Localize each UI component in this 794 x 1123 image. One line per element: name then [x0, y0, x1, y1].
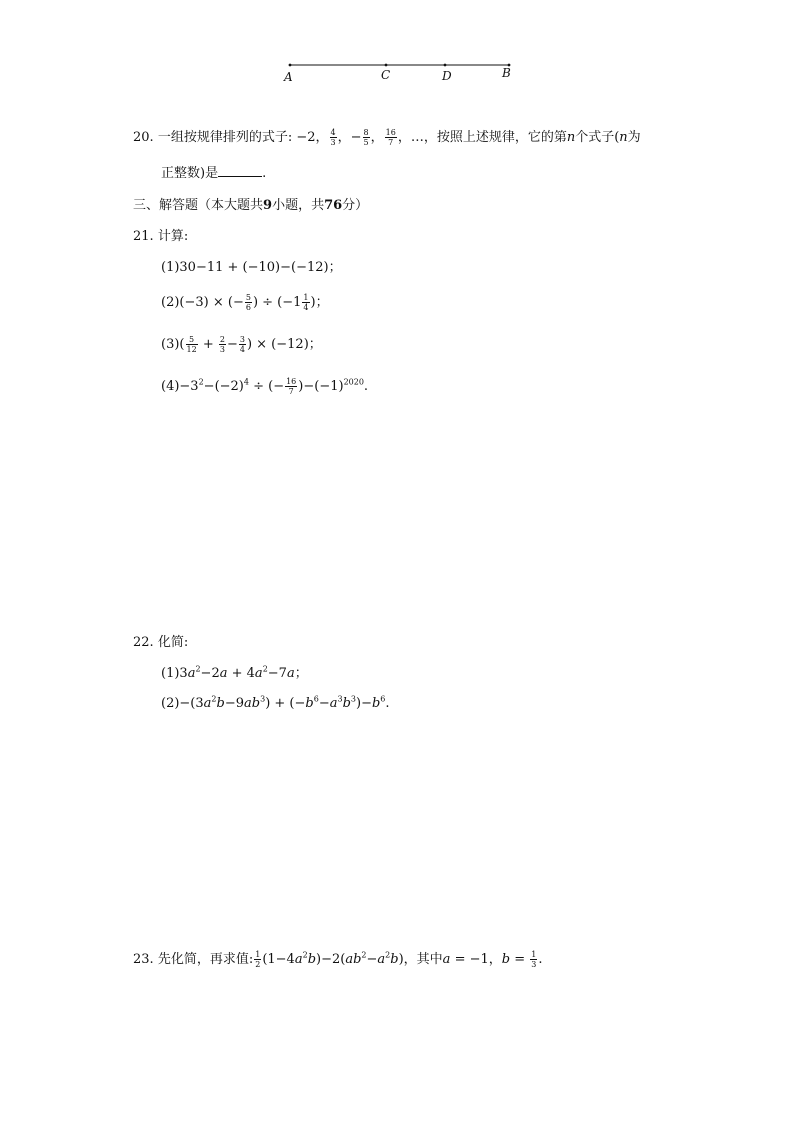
period: .: [363, 379, 369, 394]
point-c-dot: [385, 64, 388, 67]
section-text: 分）: [342, 198, 369, 213]
question-text: 正整数)是: [161, 166, 219, 181]
expression: )−: [356, 696, 372, 711]
fraction: $\frac{3}{4}$: [239, 335, 245, 354]
question-21-part2: [161, 292, 329, 314]
question-text: )，其中: [398, 952, 443, 967]
point-label-b: B: [502, 66, 511, 80]
separator: ，−: [337, 130, 362, 145]
exponent: 2: [195, 664, 201, 674]
question-21-title: [133, 227, 188, 247]
question-text: 个式子(: [575, 130, 620, 145]
expression: −7: [267, 666, 287, 681]
fraction: $\frac{2}{3}$: [219, 335, 225, 354]
variable: n: [619, 130, 628, 145]
section-score: 76: [324, 198, 343, 213]
question-text: 化简:: [157, 635, 189, 650]
expression: −2: [200, 666, 220, 681]
fraction: $\frac{16}{7}$: [385, 128, 396, 147]
question-23: [133, 949, 543, 971]
period: .: [538, 952, 543, 967]
fraction: $\frac{16}{7}$: [286, 377, 297, 396]
variable: b: [342, 696, 351, 711]
separator: ，: [370, 130, 384, 145]
variable: a: [294, 952, 303, 967]
punctuation: ；: [294, 666, 308, 681]
point-label-d: D: [442, 69, 452, 83]
exponent: 3: [260, 694, 266, 704]
period: .: [385, 696, 390, 711]
expression: ) + (−: [265, 696, 306, 711]
exponent: 2020: [343, 377, 364, 387]
variable: a: [286, 666, 295, 681]
exponent: 3: [337, 694, 343, 704]
expression: (1)30−11 + (−10)−(−12)；: [161, 260, 342, 275]
variable: a: [254, 666, 263, 681]
question-22-title: [133, 633, 188, 653]
variable: b: [501, 952, 511, 967]
exponent: 2: [302, 950, 308, 960]
expression: (1−4: [262, 952, 295, 967]
question-text: 为: [627, 130, 641, 145]
expression: ) × (−12)；: [246, 337, 322, 352]
variable: n: [566, 130, 576, 145]
question-21-part1: [161, 258, 342, 278]
variable: b: [305, 696, 314, 711]
exponent: 4: [243, 377, 249, 387]
question-22-part1: [161, 664, 308, 684]
expression: + 4: [227, 666, 255, 681]
exponent: 3: [350, 694, 356, 704]
question-20-line1: [133, 127, 641, 149]
section-text: 小题，共: [272, 198, 325, 213]
operator: −: [226, 337, 238, 352]
line-segment-figure: [280, 58, 520, 88]
fraction: $\frac{5}{12}$: [186, 335, 197, 354]
section-count: 9: [263, 198, 273, 213]
variable: ab: [244, 696, 261, 711]
operator: −: [366, 952, 378, 967]
expression: )；: [310, 295, 329, 310]
variable: a: [442, 952, 451, 967]
variable: b: [390, 952, 399, 967]
question-21-part3: [161, 334, 322, 356]
expression: −: [318, 696, 330, 711]
variable: ab: [345, 952, 362, 967]
exponent: 2: [361, 950, 367, 960]
fraction: $\frac{1}{2}$: [255, 950, 261, 969]
variable: b: [307, 952, 317, 967]
fraction: $\frac{5}{6}$: [245, 293, 251, 312]
fraction: $\frac{1}{3}$: [531, 950, 537, 969]
question-21-part4: [161, 376, 368, 398]
expression: ) ÷ (−1: [252, 295, 302, 310]
operator: +: [198, 337, 218, 352]
expression: =: [510, 952, 530, 967]
expression: (4)−3: [161, 379, 199, 394]
fraction: $\frac{4}{3}$: [330, 128, 336, 147]
expression: (2)(−3) × (−: [161, 295, 244, 310]
expression: (2)−(3: [161, 696, 204, 711]
point-label-a: A: [284, 70, 293, 84]
exponent: 6: [380, 694, 386, 704]
expression: )−2(: [316, 952, 346, 967]
answer-blank: [218, 164, 262, 177]
fraction: $\frac{8}{5}$: [363, 128, 369, 147]
question-number: 20.: [133, 130, 154, 145]
variable: a: [329, 696, 338, 711]
expression: −9: [224, 696, 245, 711]
point-d-dot: [444, 64, 447, 67]
question-text: 计算:: [157, 229, 189, 244]
fraction: $\frac{1}{4}$: [303, 293, 309, 312]
expression: −(−2): [203, 379, 244, 394]
section-heading: [133, 196, 368, 216]
question-22-part2: [161, 694, 390, 714]
question-number: 23.: [133, 952, 154, 967]
variable: b: [371, 696, 381, 711]
period: .: [262, 166, 267, 181]
section-text: 三、解答题（本大题共: [133, 198, 264, 213]
exponent: 2: [211, 694, 217, 704]
question-number: 22.: [133, 635, 154, 650]
variable: a: [203, 696, 212, 711]
variable: a: [219, 666, 228, 681]
expression: ÷ (−: [248, 379, 285, 394]
variable: b: [216, 696, 225, 711]
exponent: 6: [313, 694, 319, 704]
question-text: 一组按规律排列的式子: −2，: [157, 130, 329, 145]
question-20-line2: [161, 163, 266, 185]
exponent: 2: [262, 664, 268, 674]
question-number: 21.: [133, 229, 154, 244]
exponent: 2: [385, 950, 391, 960]
variable: a: [377, 952, 386, 967]
expression: (3)(: [161, 337, 185, 352]
variable: a: [187, 666, 196, 681]
expression: = −1，: [450, 952, 502, 967]
exponent: 2: [198, 377, 204, 387]
question-text: 先化简，再求值:: [157, 952, 254, 967]
point-a-dot: [289, 64, 292, 67]
expression: (1)3: [161, 666, 188, 681]
expression: )−(−1): [298, 379, 344, 394]
question-text: ，…，按照上述规律，它的第: [397, 130, 567, 145]
point-label-c: C: [381, 68, 391, 82]
